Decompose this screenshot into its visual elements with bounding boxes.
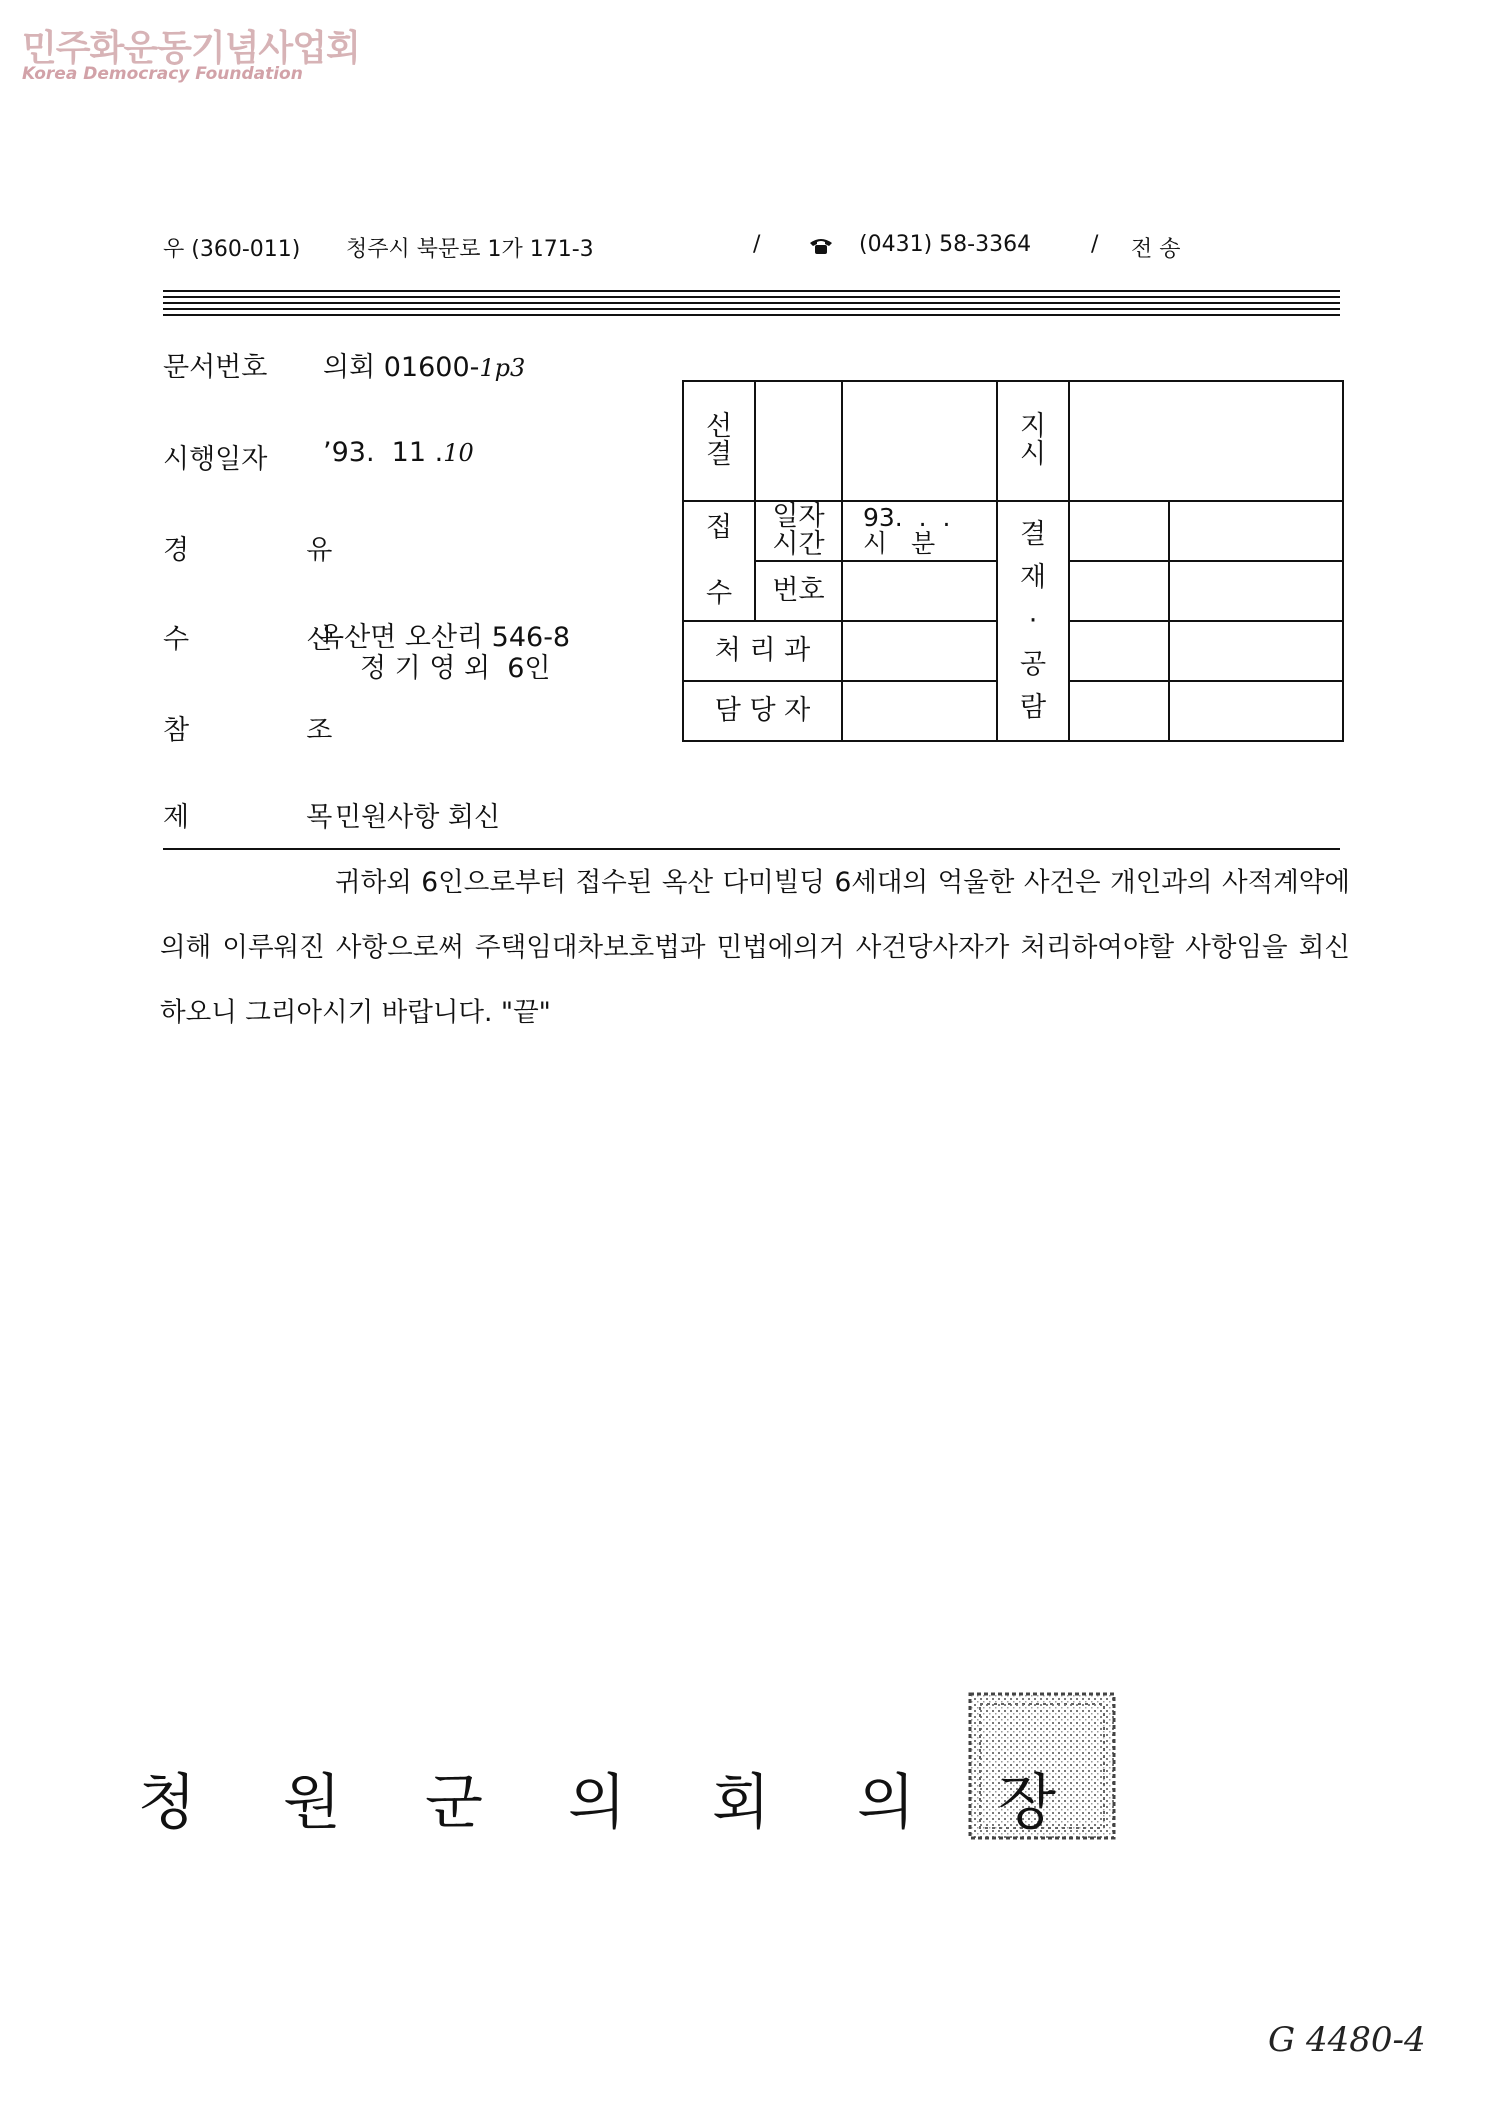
fax-label: 전 송 xyxy=(1131,237,1181,262)
doc-number-label: 문서번호 xyxy=(163,352,268,383)
reference-label: 참 조 xyxy=(163,715,333,746)
letter-body xyxy=(160,850,1350,1045)
officer-label: 담 당 자 xyxy=(683,681,842,741)
date-time-value: 93. . . 시 분 xyxy=(842,501,997,561)
telephone-icon xyxy=(809,236,833,261)
instruction-cell xyxy=(1069,381,1343,501)
phone-number: (0431) 58-3364 xyxy=(859,232,1032,257)
header-rule xyxy=(163,314,1340,316)
date-time-label: 일자 시간 xyxy=(755,501,842,561)
approval-cell xyxy=(1169,681,1343,741)
approval-cell xyxy=(1069,621,1169,681)
approval-cell xyxy=(1069,561,1169,621)
approval-cell xyxy=(1069,681,1169,741)
subject-label: 제 목 xyxy=(163,802,333,833)
body-paragraph: 귀하외 6인으로부터 접수된 옥산 다미빌딩 6세대의 억울한 사건은 개인과의 사적계약에 의해 이루워진 사항으로써 주택임대차보호법과 민법에의거 사건당사자가 처리하여야할 사항임을 회신하오니 그리아시기 바랍니다. "끝" xyxy=(160,867,1350,1028)
separator: / xyxy=(1091,232,1099,257)
signature-char: 원 xyxy=(283,1768,341,1838)
approval-cell xyxy=(1169,621,1343,681)
separator: / xyxy=(753,232,761,257)
postal-code: 우 (360-011) xyxy=(163,237,301,262)
doc-number-handwritten: 1p3 xyxy=(479,354,526,382)
subject-value: 민원사항 회신 xyxy=(335,802,501,833)
number-label: 번호 xyxy=(755,561,842,621)
header-rule xyxy=(163,308,1340,310)
approval-label: 결 재 · 공 람 xyxy=(997,501,1069,741)
via-label: 경 유 xyxy=(163,535,333,566)
date-value: ’93. 11 .10 xyxy=(323,437,474,468)
signature-char: 회 xyxy=(712,1768,770,1838)
signature-char: 군 xyxy=(425,1768,483,1838)
approval-cell xyxy=(1169,561,1343,621)
signature-char: 의 xyxy=(857,1768,915,1838)
header-rule xyxy=(163,302,1340,304)
doc-number-value: 의회 01600-1p3 xyxy=(323,352,526,383)
number-cell xyxy=(842,561,997,621)
approval-cell xyxy=(1169,501,1343,561)
blank-cell xyxy=(842,381,997,501)
recipient-label: 수 신 xyxy=(163,624,333,655)
officer-cell xyxy=(842,681,997,741)
approval-cell xyxy=(1069,501,1169,561)
date-label: 시행일자 xyxy=(163,444,268,475)
seongyeol-cell: 선결 xyxy=(683,381,755,501)
watermark-english: Korea Democracy Foundation xyxy=(22,64,303,84)
header-rule xyxy=(163,290,1340,292)
receipt-label-cell: 접 수 xyxy=(683,501,755,621)
recipient-name: 정 기 영 외 6인 xyxy=(360,653,551,684)
signature-char: 의 xyxy=(568,1768,626,1838)
header-rule xyxy=(163,296,1340,298)
dept-cell xyxy=(842,621,997,681)
signature-char: 장 xyxy=(998,1768,1056,1838)
watermark-korean: 민주화운동기념사업회 xyxy=(22,28,360,69)
recipient-address: 옥산면 오산리 546-8 xyxy=(318,622,571,653)
instruction-label: 지 시 xyxy=(997,381,1069,501)
approval-control-box xyxy=(682,380,1344,742)
blank-cell xyxy=(755,381,842,501)
date-handwritten: 10 xyxy=(443,439,474,467)
signature-char: 청 xyxy=(138,1768,196,1838)
office-address: 청주시 북문로 1가 171-3 xyxy=(346,237,594,262)
dept-label: 처 리 과 xyxy=(683,621,842,681)
archive-number: G 4480-4 xyxy=(1268,2020,1426,2060)
